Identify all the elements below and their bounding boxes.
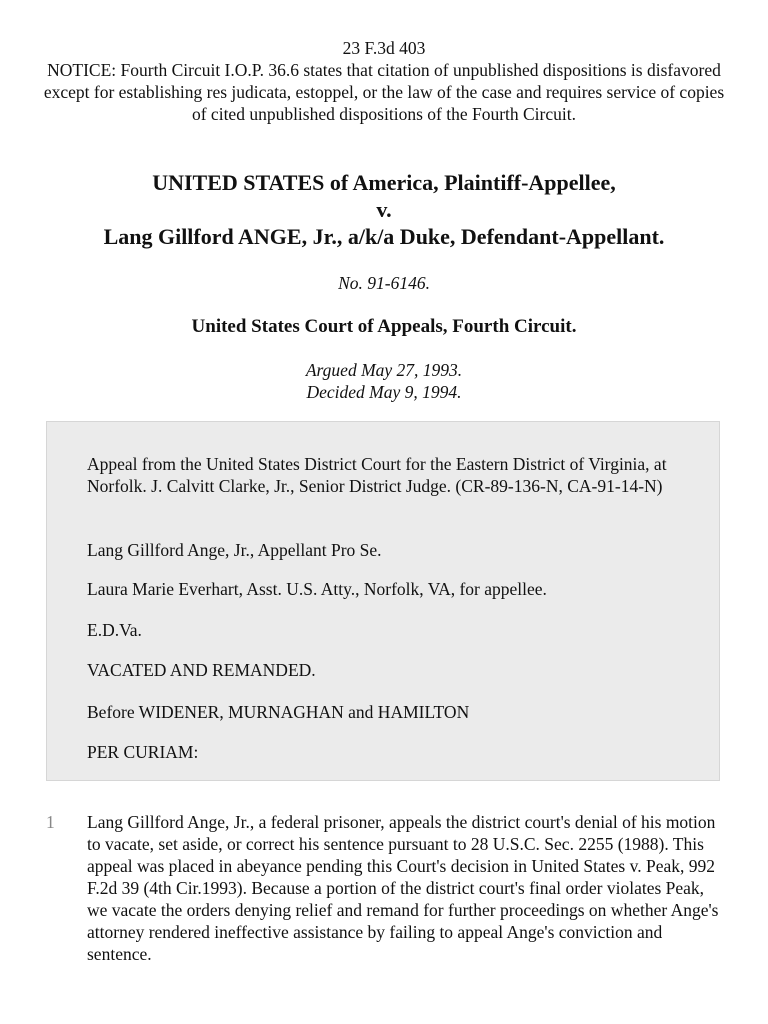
unpublished-notice: NOTICE: Fourth Circuit I.O.P. 36.6 states that citation of unpublished dispositions is disfavored except for establishing res judicata, estoppel, or the law of the case and requires service of copies of cited unpublished dispositions of the Fourth Circuit. bbox=[43, 60, 725, 124]
paragraph-text: Lang Gillford Ange, Jr., a federal prisoner, appeals the district court's denial of his motion to vacate, set aside, or correct his sentence pursuant to 28 U.S.C. Sec. 2255 (1988). This appeal was placed in abeyance pending this Court's decision in United States v. Peak, 992 F.2d 39 (4th Cir.1993). Because a portion of the district court's final order violates Peak, we vacate the orders denying relief and remand for further proceedings on whether Ange's attorney rendered ineffective assistance by failing to appeal Ange's conviction and sentence. bbox=[87, 812, 719, 964]
case-caption bbox=[20, 169, 748, 250]
argued-date: Argued May 27, 1993. bbox=[305, 360, 463, 380]
defendant-line: Lang Gillford ANGE, Jr., a/k/a Duke, Defendant-Appellant. bbox=[103, 224, 665, 249]
case-dates bbox=[0, 359, 768, 403]
appellee-counsel: Laura Marie Everhart, Asst. U.S. Atty., Norfolk, VA, for appellee. bbox=[87, 579, 547, 599]
court-name: United States Court of Appeals, Fourth Circuit. bbox=[191, 316, 577, 337]
paragraph-number[interactable]: 1 bbox=[46, 812, 55, 832]
district-court: E.D.Va. bbox=[87, 620, 142, 640]
appeal-from: Appeal from the United States District Court for the Eastern District of Virginia, at Norfolk. J. Calvitt Clarke, Jr., Senior District Judge. (CR-89-136-N, CA-91-14-N) bbox=[87, 454, 667, 496]
versus-line: v. bbox=[376, 197, 392, 222]
citation: 23 F.3d 403 bbox=[342, 38, 426, 58]
document-header bbox=[40, 37, 728, 125]
decided-date: Decided May 9, 1994. bbox=[306, 382, 462, 402]
disposition: VACATED AND REMANDED. bbox=[87, 660, 316, 680]
synopsis-box bbox=[46, 421, 720, 781]
per-curiam: PER CURIAM: bbox=[87, 742, 199, 762]
appellant-counsel: Lang Gillford Ange, Jr., Appellant Pro Se. bbox=[87, 540, 382, 560]
docket-number: No. 91-6146. bbox=[338, 273, 430, 293]
plaintiff-line: UNITED STATES of America, Plaintiff-Appellee, bbox=[152, 170, 616, 195]
panel: Before WIDENER, MURNAGHAN and HAMILTON bbox=[87, 702, 470, 722]
